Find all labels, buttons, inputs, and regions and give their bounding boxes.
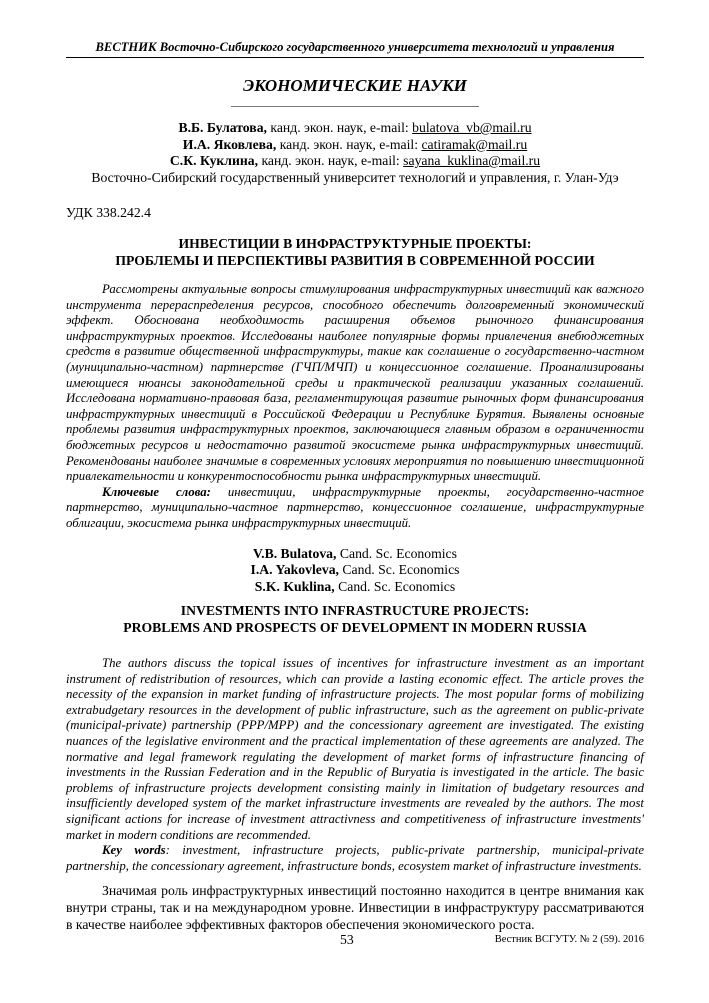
- affiliation: Восточно-Сибирский государственный университет технологий и управления, г. Улан-Удэ: [91, 169, 619, 185]
- keywords-label: Key words: [102, 843, 166, 858]
- author-name: I.A. Yakovleva,: [250, 562, 339, 578]
- author-line: [66, 153, 644, 170]
- author-degree: канд. экон. наук, e-mail:: [276, 136, 422, 152]
- journal-header: ВЕСТНИК Восточно-Сибирского государственного университета технологий и управления: [66, 40, 644, 58]
- abstract-en: [66, 656, 644, 874]
- udk-code: УДК 338.242.4: [66, 205, 151, 220]
- title-line: PROBLEMS AND PROSPECTS OF DEVELOPMENT IN MODERN RUSSIA: [123, 620, 587, 635]
- author-name: И.А. Яковлева,: [182, 136, 277, 152]
- author-email-link[interactable]: sayana_kuklina@mail.ru: [403, 153, 541, 168]
- abstract-text: Рассмотрены актуальные вопросы стимулирования инфраструктурных инвестиций как важного инструмента перераспределения ресурсов, способного обеспечить долговременный экономический эффект. Обоснована необходимость расширения объемов рыночного финансирования инфраструктурных проектов. Исследованы наиболее популярные формы привлечения внебюджетных средств в развитие общественной инфраструктуры, такие как соглашение о государственно-частном (муниципально-частном) партнерстве (ГЧП/МЧП) и концессионное соглашение. Проанализированы имеющиеся нюансы законодательной среды и практической реализации указанных соглашений. Исследована нормативно-правовая база, регламентирующая развитие рыночных форм финансирования инфраструктурных инвестиций в Российской Федерации и Республике Бурятия. Выявлены основные проблемы развития инфраструктурных проектов, заключающиеся главным образом в ограниченности бюджетных ресурсов и недостаточно развитой экосистеме рынка инфраструктурных инвестиций. Рекомендованы наиболее значимые в современных условиях мероприятия по повышению инвестиционной привлекательности и конкурентоспособности рынка инфраструктурных инвестиций.: [66, 282, 644, 484]
- abstract-text: The authors discuss the topical issues of incentives for infrastructure investment as an important instrument of redistribution of resources, which can provide a lasting economic effect. The article proves the necessity of the expansion in market funding of infrastructure projects. The most popular forms of mobilizing extrabudgetary resources in the development of public infrastructure, such as the agreement on public-private (municipal-private) partnership (PPP/MPP) and the concessionary agreement are investigated. The existing nuances of the legislative environment and the practical implementation of these agreements are analyzed. The normative and legal framework regulating the development of market forms of infrastructure financing of investments in the Russian Federation and in the Republic of Buryatia is investigated in the article. The basic problems of infrastructure projects development consisting mainly in limitation of budgetary resources and insufficiently developed system of the market infrastructure investments are revealed by the authors. The most significant actions for increase of investment attractivness and competitiveness of infrastructure investments' market in modern conditions are recommended.: [66, 656, 644, 842]
- title-line: ИНВЕСТИЦИИ В ИНФРАСТРУКТУРНЫЕ ПРОЕКТЫ:: [178, 236, 532, 251]
- keywords-text: инвестиции, инфраструктурные проекты, государственно-частное партнерство, муниципально-частное партнерство, концессионное соглашение, инфраструктурные облигации, экосистема рынка инфраструктурных инвестиций.: [66, 484, 644, 530]
- author-degree: Cand. Sc. Economics: [338, 562, 460, 578]
- author-line: [66, 137, 644, 154]
- section-heading: ЭКОНОМИЧЕСКИЕ НАУКИ: [243, 76, 467, 95]
- author-name: С.К. Куклина,: [169, 153, 259, 168]
- author-name: В.Б. Булатова,: [178, 120, 267, 135]
- keywords-ru: [66, 485, 644, 532]
- author-line: [66, 562, 644, 578]
- article-title-ru: [66, 235, 644, 269]
- author-degree: канд. экон. наук, e-mail:: [258, 153, 404, 168]
- author-name: V.B. Bulatova,: [253, 546, 337, 561]
- body-text: [66, 882, 644, 933]
- section-divider: [231, 106, 479, 107]
- body-paragraph: Значимая роль инфраструктурных инвестиций постоянно находится в центре внимания как внутри страны, так и на международном уровне. Инвестиции в инфраструктуру рассматриваются в качестве наиболее эффективных факторов обеспечения экономического роста.: [66, 883, 644, 932]
- title-line: ПРОБЛЕМЫ И ПЕРСПЕКТИВЫ РАЗВИТИЯ В СОВРЕМЕННОЙ РОССИИ: [115, 253, 595, 268]
- author-email-link[interactable]: bulatova_vb@mail.ru: [412, 120, 532, 135]
- authors-en: [66, 546, 644, 595]
- page-number: 53: [340, 932, 354, 947]
- author-line: [66, 120, 644, 137]
- author-line: [66, 546, 644, 562]
- author-degree: Cand. Sc. Economics: [334, 578, 456, 594]
- keywords-label: Ключевые слова:: [102, 484, 211, 499]
- authors-ru: [66, 120, 644, 186]
- page-footer: [66, 932, 644, 948]
- keywords-en: [66, 843, 644, 874]
- author-degree: Cand. Sc. Economics: [336, 546, 457, 561]
- title-line: INVESTMENTS INTO INFRASTRUCTURE PROJECTS:: [180, 603, 530, 618]
- abstract-ru: [66, 282, 644, 532]
- article-title-en: [66, 602, 644, 636]
- author-name: S.K. Kuklina,: [254, 578, 335, 594]
- author-email-link[interactable]: catiramak@mail.ru: [421, 136, 528, 152]
- keywords-text: : investment, infrastructure projects, public-private partnership, municipal-private partnership, the concessionary agreement, infrastructure bonds, ecosystem market of infrastructure investments.: [66, 843, 644, 873]
- author-degree: канд. экон. наук, e-mail:: [266, 120, 413, 135]
- footer-journal-issue: Вестник ВСГУТУ. № 2 (59). 2016: [494, 934, 644, 945]
- author-line: [66, 579, 644, 595]
